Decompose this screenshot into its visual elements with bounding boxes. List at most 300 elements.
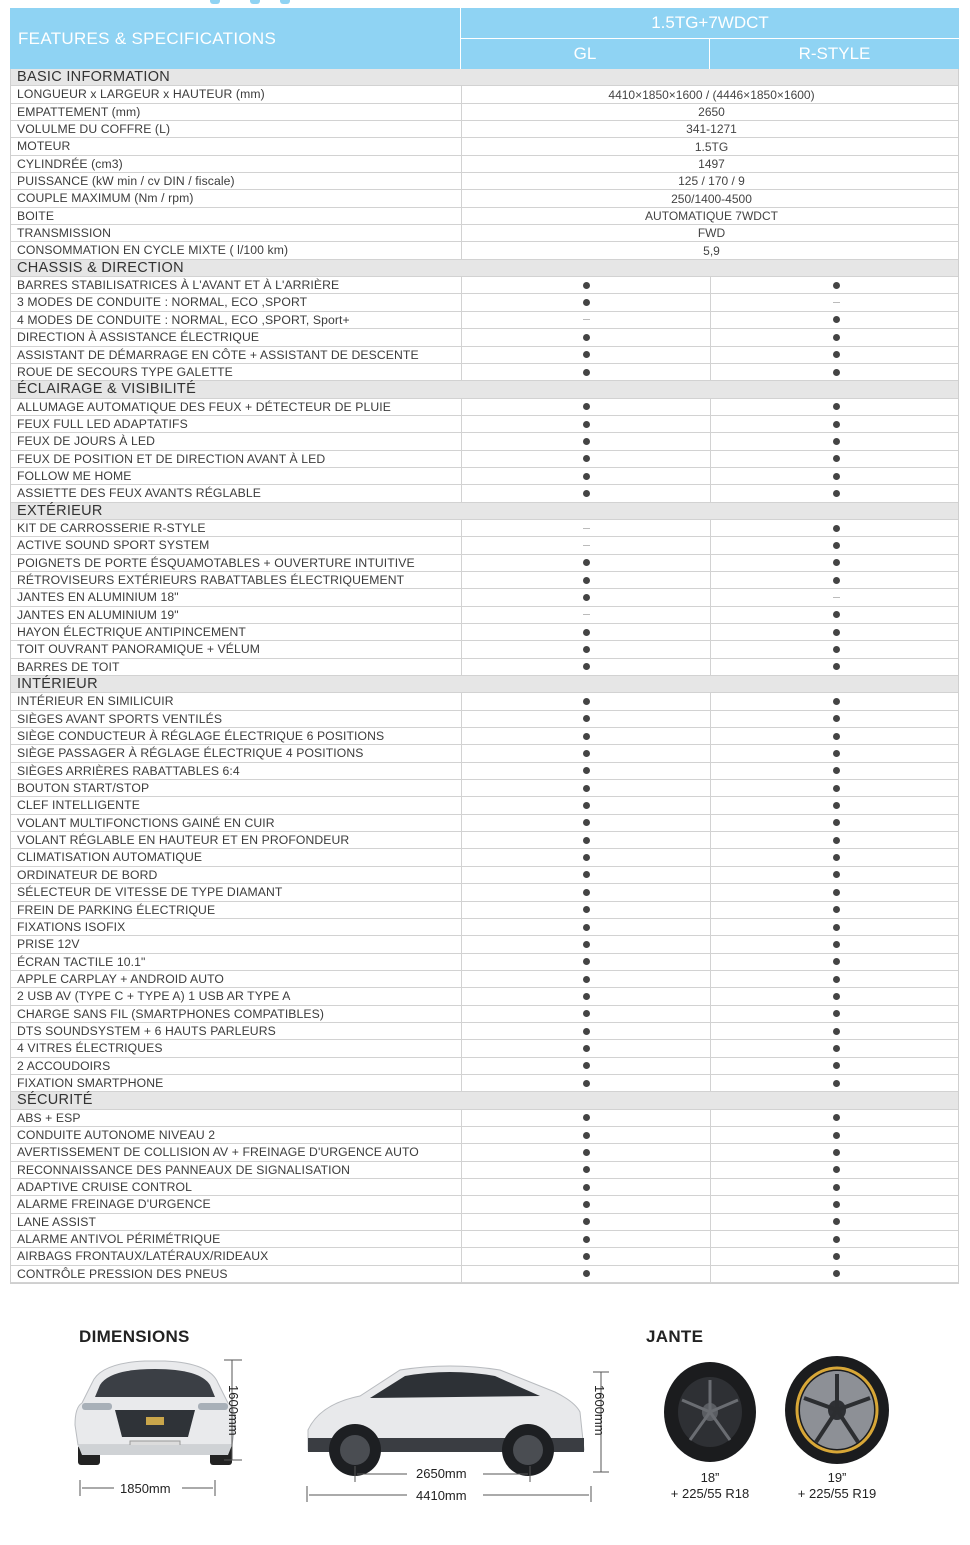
table-row <box>11 294 958 311</box>
gl-cell <box>461 537 711 553</box>
included-dot-icon <box>833 906 840 913</box>
table-row <box>11 1231 958 1248</box>
table-row <box>11 190 958 207</box>
included-dot-icon <box>583 282 590 289</box>
row-label: VOLANT RÉGLABLE EN HAUTEUR ET EN PROFONDEUR <box>17 833 350 848</box>
table-row <box>11 520 958 537</box>
row-label: ROUE DE SECOURS TYPE GALETTE <box>17 364 233 379</box>
gl-cell <box>461 1144 711 1160</box>
included-dot-icon <box>833 1201 840 1208</box>
table-row <box>11 173 958 190</box>
not-included-dash-icon <box>583 319 590 320</box>
row-label: BARRES STABILISATRICES À L'AVANT ET À L'ARRIÈRE <box>17 278 340 293</box>
included-dot-icon <box>833 1010 840 1017</box>
gl-cell <box>461 555 711 571</box>
included-dot-icon <box>833 1270 840 1277</box>
top-decoration <box>210 0 330 4</box>
rstyle-cell <box>710 849 961 865</box>
table-row <box>11 780 958 797</box>
table-row <box>11 745 958 762</box>
table-row <box>11 277 958 294</box>
rstyle-cell <box>710 1196 961 1212</box>
gl-cell <box>461 1023 711 1039</box>
gl-cell <box>461 641 711 657</box>
included-dot-icon <box>833 473 840 480</box>
table-row <box>11 971 958 988</box>
front-height-label: 1600mm <box>226 1385 241 1436</box>
table-row <box>11 624 958 641</box>
table-row <box>11 242 958 259</box>
row-label: 4 MODES DE CONDUITE : NORMAL, ECO ,SPORT, Sport+ <box>17 312 350 327</box>
row-value: FWD <box>461 225 961 241</box>
included-dot-icon <box>833 525 840 532</box>
included-dot-icon <box>583 438 590 445</box>
row-label: ALARME FREINAGE D'URGENCE <box>17 1197 211 1212</box>
row-label: 4 VITRES ÉLECTRIQUES <box>17 1041 163 1056</box>
gl-cell <box>461 572 711 588</box>
included-dot-icon <box>583 490 590 497</box>
row-label: LANE ASSIST <box>17 1214 96 1229</box>
included-dot-icon <box>833 802 840 809</box>
included-dot-icon <box>583 698 590 705</box>
rim-18-image <box>660 1360 760 1464</box>
table-row <box>11 1196 958 1213</box>
included-dot-icon <box>583 871 590 878</box>
included-dot-icon <box>833 316 840 323</box>
included-dot-icon <box>583 837 590 844</box>
row-label: COUPLE MAXIMUM (Nm / rpm) <box>17 191 194 206</box>
gl-cell <box>461 485 711 501</box>
included-dot-icon <box>583 750 590 757</box>
row-label: FEUX FULL LED ADAPTATIFS <box>17 416 188 431</box>
rstyle-cell <box>710 416 961 432</box>
table-row <box>11 86 958 103</box>
gl-cell <box>461 954 711 970</box>
section-label: BASIC INFORMATION <box>17 69 171 85</box>
gl-cell <box>461 347 711 363</box>
jante-title: JANTE <box>646 1327 704 1346</box>
included-dot-icon <box>833 1062 840 1069</box>
gl-cell <box>461 364 711 380</box>
included-dot-icon <box>833 455 840 462</box>
table-row <box>11 884 958 901</box>
row-value: AUTOMATIQUE 7WDCT <box>461 208 961 224</box>
row-label: ACTIVE SOUND SPORT SYSTEM <box>17 538 210 553</box>
rstyle-cell <box>710 1023 961 1039</box>
table-row <box>11 693 958 710</box>
included-dot-icon <box>583 1062 590 1069</box>
rstyle-cell <box>710 728 961 744</box>
table-row <box>11 728 958 745</box>
gl-cell <box>461 745 711 761</box>
rstyle-cell <box>710 1040 961 1056</box>
rstyle-cell <box>710 329 961 345</box>
section-label: INTÉRIEUR <box>17 676 98 693</box>
gl-cell <box>461 693 711 709</box>
included-dot-icon <box>833 438 840 445</box>
gl-cell <box>461 659 711 675</box>
table-row <box>11 832 958 849</box>
included-dot-icon <box>583 715 590 722</box>
table-row <box>11 1144 958 1161</box>
included-dot-icon <box>583 594 590 601</box>
gl-cell <box>461 763 711 779</box>
rstyle-cell <box>710 711 961 727</box>
included-dot-icon <box>833 819 840 826</box>
included-dot-icon <box>583 993 590 1000</box>
rim-18-caption <box>660 1470 760 1502</box>
row-label: SIÈGE PASSAGER À RÉGLAGE ÉLECTRIQUE 4 POSITIONS <box>17 746 364 761</box>
row-label: ALLUMAGE AUTOMATIQUE DES FEUX + DÉTECTEUR DE PLUIE <box>17 399 391 414</box>
gl-cell <box>461 1040 711 1056</box>
gl-cell <box>461 780 711 796</box>
table-row <box>11 416 958 433</box>
included-dot-icon <box>833 924 840 931</box>
row-label: RÉTROVISEURS EXTÉRIEURS RABATTABLES ÉLECTRIQUEMENT <box>17 572 405 587</box>
gl-cell <box>461 277 711 293</box>
not-included-dash-icon <box>833 597 840 598</box>
section-label: CHASSIS & DIRECTION <box>17 259 184 276</box>
gl-cell <box>461 728 711 744</box>
gl-cell <box>461 1179 711 1195</box>
table-row <box>11 815 958 832</box>
included-dot-icon <box>833 646 840 653</box>
gl-cell <box>461 607 711 623</box>
included-dot-icon <box>583 1218 590 1225</box>
rim-18-size: 18” <box>700 1470 720 1485</box>
included-dot-icon <box>833 1045 840 1052</box>
rstyle-cell <box>710 555 961 571</box>
table-row <box>11 797 958 814</box>
section-label: ÉCLAIRAGE & VISIBILITÉ <box>17 381 197 398</box>
included-dot-icon <box>833 767 840 774</box>
gl-cell <box>461 1248 711 1264</box>
rstyle-cell <box>710 572 961 588</box>
included-dot-icon <box>583 1114 590 1121</box>
row-label: BOUTON START/STOP <box>17 781 150 796</box>
row-label: CHARGE SANS FIL (SMARTPHONES COMPATIBLES) <box>17 1006 325 1021</box>
included-dot-icon <box>583 1010 590 1017</box>
gl-cell <box>461 988 711 1004</box>
table-row <box>11 988 958 1005</box>
included-dot-icon <box>583 906 590 913</box>
gl-cell <box>461 1058 711 1074</box>
included-dot-icon <box>583 1201 590 1208</box>
table-row <box>11 589 958 606</box>
table-row <box>11 399 958 416</box>
included-dot-icon <box>833 958 840 965</box>
length-label: 4410mm <box>416 1488 467 1503</box>
section-header-row <box>11 676 958 693</box>
row-label: 2 USB AV (TYPE C + TYPE A) 1 USB AR TYPE A <box>17 989 291 1004</box>
row-label: CONDUITE AUTONOME NIVEAU 2 <box>17 1127 216 1142</box>
row-value: 4410×1850×1600 / (4446×1850×1600) <box>461 86 961 102</box>
section-header-row <box>11 503 958 520</box>
gl-cell <box>461 919 711 935</box>
gl-cell <box>461 936 711 952</box>
rstyle-cell <box>710 485 961 501</box>
included-dot-icon <box>583 1166 590 1173</box>
rstyle-cell <box>710 1214 961 1230</box>
rstyle-cell <box>710 624 961 640</box>
rstyle-cell <box>710 954 961 970</box>
not-included-dash-icon <box>833 302 840 303</box>
rim-18-tyre: + 225/55 R18 <box>670 1486 750 1501</box>
rstyle-cell <box>710 451 961 467</box>
row-label: FEUX DE JOURS À LED <box>17 434 156 449</box>
rim-19-tyre: + 225/55 R19 <box>797 1486 877 1501</box>
included-dot-icon <box>583 733 590 740</box>
section-header-row <box>11 1092 958 1109</box>
included-dot-icon <box>583 767 590 774</box>
row-label: ÉCRAN TACTILE 10.1" <box>17 954 146 969</box>
gl-cell <box>461 1266 711 1282</box>
included-dot-icon <box>833 542 840 549</box>
included-dot-icon <box>583 403 590 410</box>
row-label: POIGNETS DE PORTE ÉSQUAMOTABLES + OUVERTURE INTUITIVE <box>17 555 415 570</box>
not-included-dash-icon <box>583 545 590 546</box>
included-dot-icon <box>583 1028 590 1035</box>
rstyle-cell <box>710 815 961 831</box>
row-label: CONTRÔLE PRESSION DES PNEUS <box>17 1266 228 1281</box>
row-label: CONSOMMATION EN CYCLE MIXTE ( l/100 km) <box>17 243 289 258</box>
row-label: ALARME ANTIVOL PÉRIMÉTRIQUE <box>17 1232 221 1247</box>
row-label: ABS + ESP <box>17 1110 81 1125</box>
trim-gl-label: GL <box>573 44 597 63</box>
rstyle-cell <box>710 607 961 623</box>
table-row <box>11 1266 958 1283</box>
rstyle-cell <box>710 294 961 310</box>
included-dot-icon <box>583 421 590 428</box>
included-dot-icon <box>833 282 840 289</box>
included-dot-icon <box>583 941 590 948</box>
row-label: MOTEUR <box>17 139 71 154</box>
row-label: JANTES EN ALUMINIUM 18" <box>17 590 179 605</box>
included-dot-icon <box>583 819 590 826</box>
rstyle-cell <box>710 1127 961 1143</box>
row-label: EMPATTEMENT (mm) <box>17 104 141 119</box>
gl-cell <box>461 1110 711 1126</box>
table-row <box>11 364 958 381</box>
section-header-row <box>11 260 958 277</box>
rstyle-cell <box>710 1266 961 1282</box>
included-dot-icon <box>583 351 590 358</box>
gl-cell <box>461 1162 711 1178</box>
gl-cell <box>461 329 711 345</box>
included-dot-icon <box>833 1132 840 1139</box>
row-label: PRISE 12V <box>17 937 80 952</box>
row-label: LONGUEUR x LARGEUR x HAUTEUR (mm) <box>17 87 265 102</box>
table-row <box>11 1006 958 1023</box>
row-label: RECONNAISSANCE DES PANNEAUX DE SIGNALISATION <box>17 1162 351 1177</box>
gl-cell <box>461 1231 711 1247</box>
row-label: CLEF INTELLIGENTE <box>17 798 140 813</box>
rstyle-cell <box>710 745 961 761</box>
included-dot-icon <box>833 403 840 410</box>
rstyle-cell <box>710 1006 961 1022</box>
table-row <box>11 1179 958 1196</box>
row-value: 5,9 <box>461 242 961 258</box>
included-dot-icon <box>583 1149 590 1156</box>
row-label: CYLINDRÉE (cm3) <box>17 156 123 171</box>
gl-cell <box>461 849 711 865</box>
row-label: TOIT OUVRANT PANORAMIQUE + VÉLUM <box>17 642 261 657</box>
table-row <box>11 312 958 329</box>
included-dot-icon <box>583 577 590 584</box>
table-row <box>11 208 958 225</box>
table-row <box>11 138 958 155</box>
rstyle-cell <box>710 277 961 293</box>
rstyle-cell <box>710 312 961 328</box>
row-label: FIXATIONS ISOFIX <box>17 919 126 934</box>
row-label: SIÈGES ARRIÈRES RABATTABLES 6:4 <box>17 763 240 778</box>
rstyle-cell <box>710 1058 961 1074</box>
table-row <box>11 1248 958 1265</box>
row-label: SÉLECTEUR DE VITESSE DE TYPE DIAMANT <box>17 885 283 900</box>
included-dot-icon <box>833 993 840 1000</box>
row-label: 2 ACCOUDOIRS <box>17 1058 111 1073</box>
table-body <box>10 69 959 1284</box>
rstyle-cell <box>710 1231 961 1247</box>
table-row <box>11 1214 958 1231</box>
included-dot-icon <box>833 715 840 722</box>
rstyle-cell <box>710 763 961 779</box>
section-label: EXTÉRIEUR <box>17 502 103 519</box>
included-dot-icon <box>833 733 840 740</box>
table-row <box>11 659 958 676</box>
rstyle-cell <box>710 399 961 415</box>
row-label: ADAPTIVE CRUISE CONTROL <box>17 1180 192 1194</box>
rstyle-cell <box>710 1144 961 1160</box>
wheelbase-label: 2650mm <box>416 1466 467 1481</box>
table-row <box>11 607 958 624</box>
table-row <box>11 849 958 866</box>
included-dot-icon <box>583 1184 590 1191</box>
included-dot-icon <box>833 663 840 670</box>
table-row <box>11 485 958 502</box>
table-row <box>11 1110 958 1127</box>
row-value: 2650 <box>461 104 961 120</box>
table-row <box>11 919 958 936</box>
gl-cell <box>461 520 711 536</box>
included-dot-icon <box>583 559 590 566</box>
table-row <box>11 641 958 658</box>
gl-cell <box>461 1196 711 1212</box>
row-label: 3 MODES DE CONDUITE : NORMAL, ECO ,SPORT <box>17 295 308 310</box>
gl-cell <box>461 971 711 987</box>
row-label: AIRBAGS FRONTAUX/LATÉRAUX/RIDEAUX <box>17 1249 269 1264</box>
table-row <box>11 867 958 884</box>
included-dot-icon <box>583 976 590 983</box>
included-dot-icon <box>833 1149 840 1156</box>
table-row <box>11 121 958 138</box>
table-row <box>11 104 958 121</box>
included-dot-icon <box>833 1028 840 1035</box>
gl-cell <box>461 1214 711 1230</box>
table-row <box>11 156 958 173</box>
included-dot-icon <box>583 629 590 636</box>
table-row <box>11 555 958 572</box>
included-dot-icon <box>833 1114 840 1121</box>
gl-cell <box>461 294 711 310</box>
included-dot-icon <box>833 369 840 376</box>
gl-cell <box>461 312 711 328</box>
dimensions-title: DIMENSIONS <box>79 1327 190 1346</box>
included-dot-icon <box>583 958 590 965</box>
table-row <box>11 1023 958 1040</box>
table-row <box>11 954 958 971</box>
table-row <box>11 711 958 728</box>
rstyle-cell <box>710 884 961 900</box>
table-row <box>11 433 958 450</box>
rstyle-cell <box>710 347 961 363</box>
row-label: BARRES DE TOIT <box>17 659 120 674</box>
row-value: 1.5TG <box>461 138 961 154</box>
row-label: FIXATION SMARTPHONE <box>17 1075 164 1090</box>
gl-cell <box>461 589 711 605</box>
included-dot-icon <box>833 1166 840 1173</box>
front-width-label: 1850mm <box>120 1481 171 1496</box>
included-dot-icon <box>583 334 590 341</box>
row-label: TRANSMISSION <box>17 226 111 241</box>
included-dot-icon <box>583 854 590 861</box>
included-dot-icon <box>583 889 590 896</box>
included-dot-icon <box>583 369 590 376</box>
rstyle-cell <box>710 919 961 935</box>
table-row <box>11 468 958 485</box>
rstyle-cell <box>710 537 961 553</box>
table-row <box>11 1058 958 1075</box>
row-label: DIRECTION À ASSISTANCE ÉLECTRIQUE <box>17 330 260 345</box>
rstyle-cell <box>710 641 961 657</box>
rstyle-cell <box>710 832 961 848</box>
table-row <box>11 225 958 242</box>
engine-label: 1.5TG+7WDCT <box>651 13 769 32</box>
table-row <box>11 537 958 554</box>
included-dot-icon <box>833 837 840 844</box>
rstyle-cell <box>710 364 961 380</box>
table-row <box>11 1162 958 1179</box>
included-dot-icon <box>833 351 840 358</box>
row-label: SIÈGE CONDUCTEUR À RÉGLAGE ÉLECTRIQUE 6 POSITIONS <box>17 729 385 744</box>
rim-19-size: 19” <box>827 1470 847 1485</box>
gl-cell <box>461 1006 711 1022</box>
included-dot-icon <box>833 1080 840 1087</box>
included-dot-icon <box>583 785 590 792</box>
gl-cell <box>461 797 711 813</box>
row-value: 125 / 170 / 9 <box>461 173 961 189</box>
rstyle-cell <box>710 1162 961 1178</box>
table-row <box>11 1127 958 1144</box>
row-label: FOLLOW ME HOME <box>17 468 132 483</box>
rstyle-cell <box>710 659 961 675</box>
included-dot-icon <box>583 1236 590 1243</box>
row-label: VOLULME DU COFFRE (L) <box>17 122 171 137</box>
row-label: FREIN DE PARKING ÉLECTRIQUE <box>17 902 216 917</box>
row-label: ASSISTANT DE DÉMARRAGE EN CÔTE + ASSISTANT DE DESCENTE <box>17 347 419 362</box>
row-label: ASSIETTE DES FEUX AVANTS RÉGLABLE <box>17 486 261 501</box>
table-header <box>10 8 959 69</box>
gl-cell <box>461 867 711 883</box>
included-dot-icon <box>583 663 590 670</box>
row-value: 341-1271 <box>461 121 961 137</box>
row-label: FEUX DE POSITION ET DE DIRECTION AVANT À LED <box>17 451 326 466</box>
included-dot-icon <box>833 334 840 341</box>
row-label: KIT DE CARROSSERIE R-STYLE <box>17 520 206 535</box>
rstyle-cell <box>710 797 961 813</box>
table-row <box>11 902 958 919</box>
rstyle-cell <box>710 520 961 536</box>
